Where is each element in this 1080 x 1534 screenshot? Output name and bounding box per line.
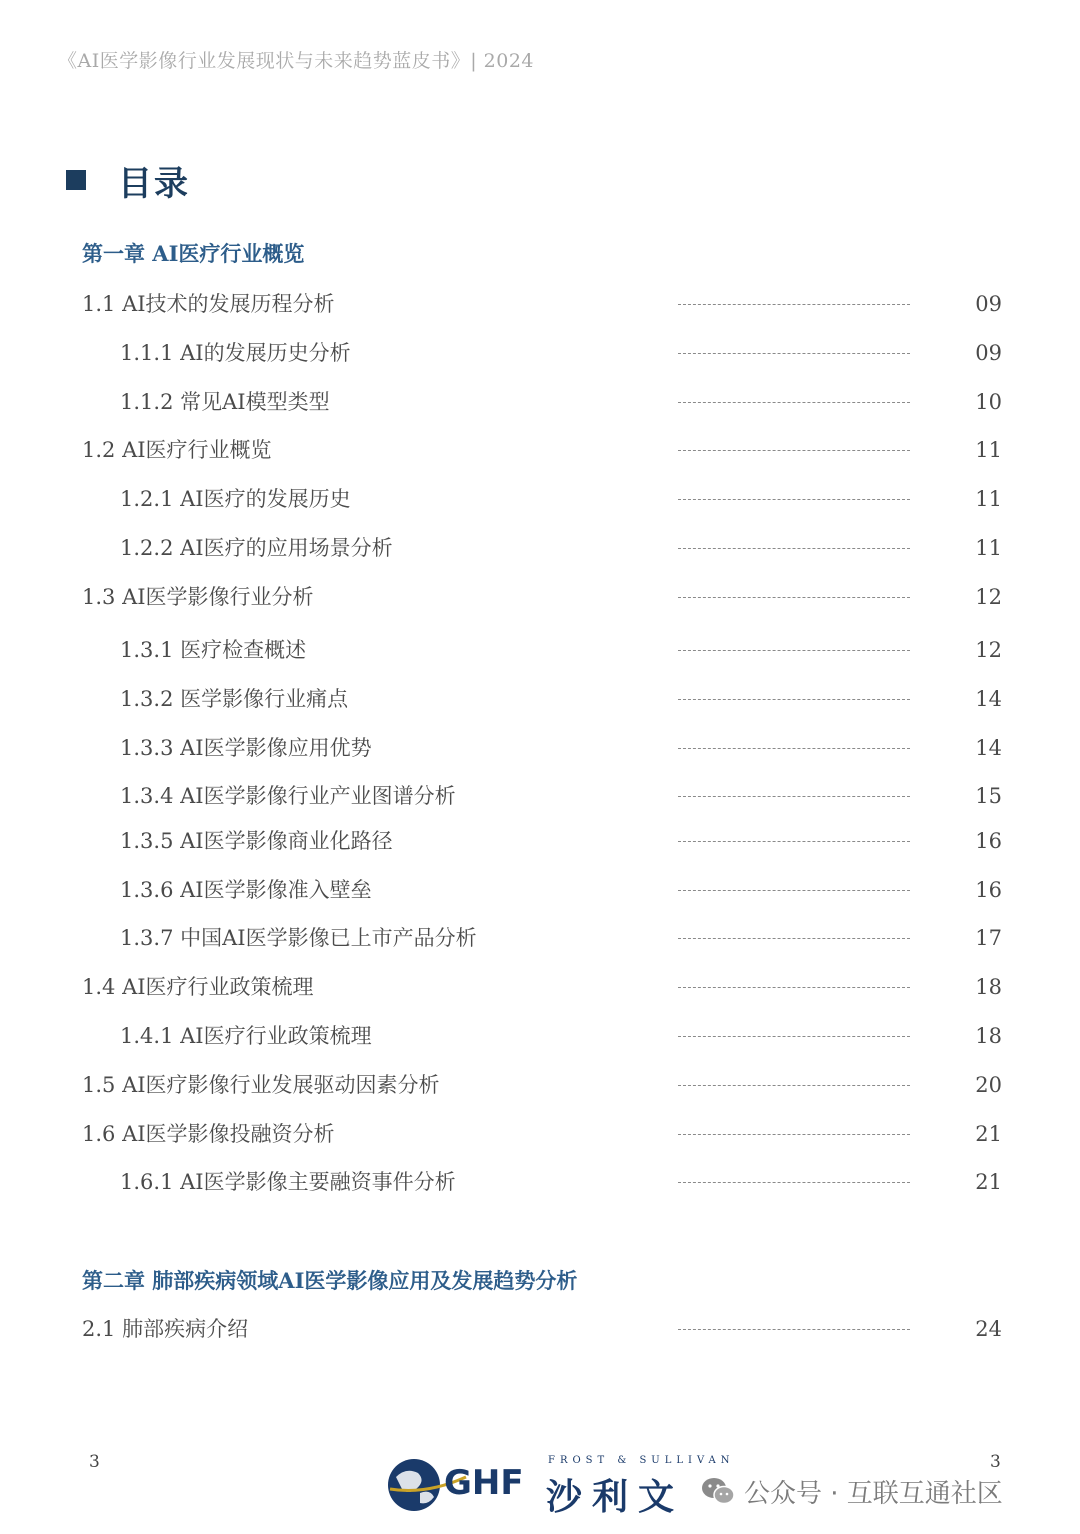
toc-entry-label: 1.2 AI医疗行业概览 (82, 438, 272, 462)
toc-entry-label: 1.2.2 AI医疗的应用场景分析 (120, 536, 393, 560)
toc-page-number: 24 (975, 1317, 1002, 1341)
toc-entry[interactable] (0, 386, 1080, 418)
toc-page-number: 12 (975, 585, 1002, 609)
toc-entry[interactable] (0, 434, 1080, 466)
dotted-leader (678, 699, 910, 700)
toc-heading-label: 目录 (118, 163, 190, 204)
toc-entry[interactable] (0, 874, 1080, 906)
wechat-icon (700, 1476, 736, 1506)
toc-entry[interactable] (0, 1166, 1080, 1198)
toc-entry[interactable] (0, 1020, 1080, 1052)
dotted-leader (678, 1182, 910, 1183)
toc-entry[interactable] (0, 780, 1080, 812)
toc-entry[interactable] (0, 922, 1080, 954)
toc-page-number: 12 (975, 638, 1002, 662)
toc-entry[interactable] (0, 337, 1080, 369)
toc-page-number: 17 (975, 926, 1002, 950)
toc-entry[interactable] (0, 825, 1080, 857)
toc-heading (66, 156, 190, 204)
toc-page-number: 16 (975, 829, 1002, 853)
toc-entry[interactable] (0, 732, 1080, 764)
toc-page-number: 21 (975, 1170, 1002, 1194)
dotted-leader (678, 597, 910, 598)
dotted-leader (678, 1134, 910, 1135)
toc-entry-label: 1.1.2 常见AI模型类型 (120, 390, 330, 414)
toc-entry[interactable] (0, 532, 1080, 564)
toc-page-number: 18 (975, 1024, 1002, 1048)
dotted-leader (678, 748, 910, 749)
toc-page-number: 18 (975, 975, 1002, 999)
footer-page-number-right: 3 (990, 1452, 1001, 1472)
dotted-leader (678, 1036, 910, 1037)
dotted-leader (678, 796, 910, 797)
dotted-leader (678, 650, 910, 651)
toc-entry-label: 1.3.6 AI医学影像准入壁垒 (120, 878, 372, 902)
running-header: 《AI医学影像行业发展现状与未来趋势蓝皮书》| 2024 (58, 50, 535, 72)
ghf-globe-logo (386, 1455, 536, 1515)
wechat-watermark (700, 1473, 1003, 1509)
dotted-leader (678, 402, 910, 403)
dotted-leader (678, 548, 910, 549)
dotted-leader (678, 499, 910, 500)
toc-page-number: 11 (975, 536, 1002, 560)
dotted-leader (678, 304, 910, 305)
toc-page-number: 15 (975, 784, 1002, 808)
toc-entry[interactable] (0, 581, 1080, 613)
toc-entry-label: 1.2.1 AI医疗的发展历史 (120, 487, 351, 511)
toc-entry-label: 2.1 肺部疾病介绍 (82, 1317, 249, 1341)
toc-entry-label: 1.3.7 中国AI医学影像已上市产品分析 (120, 926, 477, 950)
toc-entry-label: 1.4 AI医疗行业政策梳理 (82, 975, 314, 999)
toc-entry-label: 1.3.5 AI医学影像商业化路径 (120, 829, 393, 853)
frost-sullivan-logo (546, 1455, 735, 1518)
toc-page-number: 16 (975, 878, 1002, 902)
footer-logos (386, 1455, 735, 1518)
toc-entry-label: 1.1 AI技术的发展历程分析 (82, 292, 335, 316)
toc-page-number: 09 (975, 292, 1002, 316)
toc-entry-label: 1.1.1 AI的发展历史分析 (120, 341, 351, 365)
chapter-title[interactable]: 第一章 AI医疗行业概览 (82, 241, 305, 266)
chapter-title[interactable]: 第二章 肺部疾病领域AI医学影像应用及发展趋势分析 (82, 1268, 578, 1293)
toc-page-number: 10 (975, 390, 1002, 414)
toc-page-number: 14 (975, 736, 1002, 760)
toc-entry-label: 1.6 AI医学影像投融资分析 (82, 1122, 335, 1146)
toc-entry-label: 1.3.2 医学影像行业痛点 (120, 687, 349, 711)
ghf-logo-text: GHF (444, 1463, 524, 1503)
watermark-text: 公众号 · 互联互通社区 (744, 1478, 1003, 1509)
toc-page-number: 09 (975, 341, 1002, 365)
dotted-leader (678, 1085, 910, 1086)
toc-entry-label: 1.3 AI医学影像行业分析 (82, 585, 314, 609)
toc-entry[interactable] (0, 288, 1080, 320)
toc-entry-label: 1.3.4 AI医学影像行业产业图谱分析 (120, 784, 456, 808)
toc-entry-label: 1.4.1 AI医疗行业政策梳理 (120, 1024, 372, 1048)
dotted-leader (678, 450, 910, 451)
dotted-leader (678, 1329, 910, 1330)
toc-entry[interactable] (0, 483, 1080, 515)
toc-page-number: 11 (975, 487, 1002, 511)
toc-page-number: 20 (975, 1073, 1002, 1097)
dotted-leader (678, 890, 910, 891)
toc-entry[interactable] (0, 1069, 1080, 1101)
frost-sullivan-cn: 沙利文 (546, 1477, 685, 1518)
toc-page-number: 21 (975, 1122, 1002, 1146)
toc-entry[interactable] (0, 971, 1080, 1003)
heading-square-icon (66, 170, 86, 190)
footer-page-number-left: 3 (89, 1452, 100, 1472)
toc-entry-label: 1.6.1 AI医学影像主要融资事件分析 (120, 1170, 456, 1194)
dotted-leader (678, 841, 910, 842)
toc-entry-label: 1.5 AI医疗影像行业发展驱动因素分析 (82, 1073, 440, 1097)
dotted-leader (678, 353, 910, 354)
toc-entry-label: 1.3.3 AI医学影像应用优势 (120, 736, 372, 760)
toc-entry[interactable] (0, 1118, 1080, 1150)
toc-entry[interactable] (0, 634, 1080, 666)
dotted-leader (678, 938, 910, 939)
toc-entry[interactable] (0, 683, 1080, 715)
frost-sullivan-en: FROST & SULLIVAN (548, 1455, 735, 1466)
toc-entry-label: 1.3.1 医疗检查概述 (120, 638, 307, 662)
toc-page-number: 11 (975, 438, 1002, 462)
toc-page-number: 14 (975, 687, 1002, 711)
dotted-leader (678, 987, 910, 988)
toc-entry[interactable] (0, 1313, 1080, 1345)
